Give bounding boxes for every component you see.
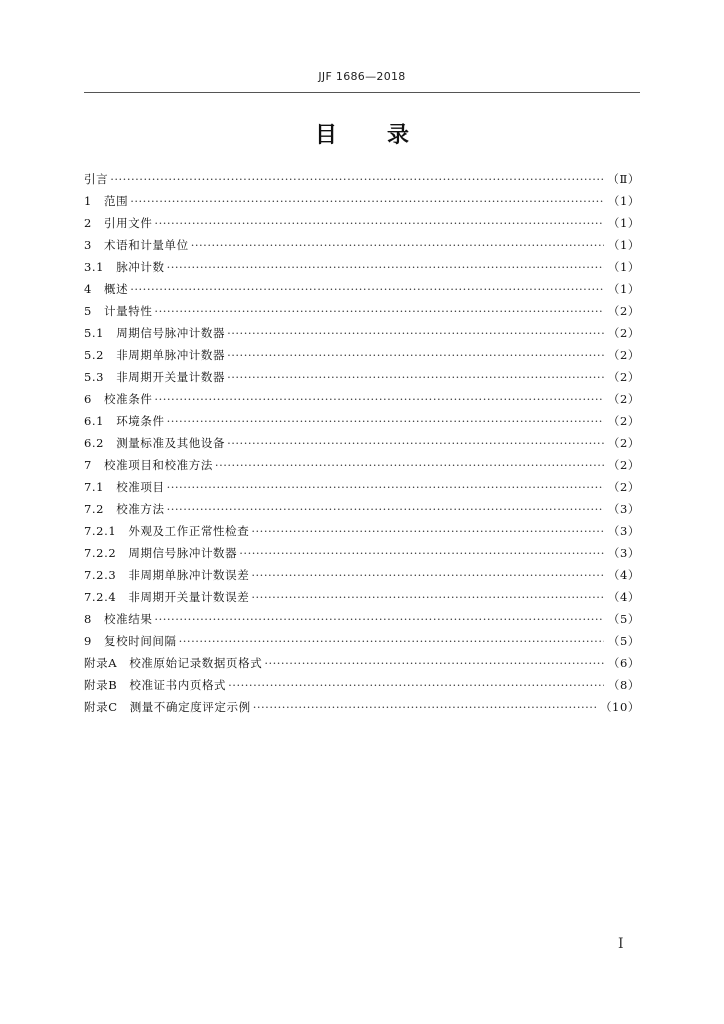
toc-leader-dots bbox=[251, 586, 604, 608]
toc-entry-label: 5.3 非周期开关量计数器 bbox=[84, 370, 226, 384]
toc-entry[interactable] bbox=[84, 432, 640, 454]
toc-entry-label: 3 术语和计量单位 bbox=[84, 238, 189, 252]
toc-entry-label: 4 概述 bbox=[84, 282, 129, 296]
toc-entry-page: （8） bbox=[607, 678, 640, 692]
toc-leader-dots bbox=[167, 498, 604, 520]
page-number: I bbox=[618, 936, 624, 952]
toc-entry-label: 6.2 测量标准及其他设备 bbox=[84, 436, 226, 450]
toc-entry-label: 附录A 校准原始记录数据页格式 bbox=[84, 656, 263, 670]
toc-entry[interactable] bbox=[84, 410, 640, 432]
toc-leader-dots bbox=[110, 168, 604, 190]
toc-entry-page: （6） bbox=[607, 656, 640, 670]
toc-leader-dots bbox=[191, 234, 604, 256]
toc-entry-label: 3.1 脉冲计数 bbox=[84, 260, 165, 274]
toc-entry[interactable] bbox=[84, 190, 640, 212]
toc-leader-dots bbox=[215, 454, 604, 476]
toc-entry-page: （2） bbox=[607, 326, 640, 340]
toc-leader-dots bbox=[228, 674, 604, 696]
toc-entry[interactable] bbox=[84, 476, 640, 498]
toc-entry-page: （2） bbox=[607, 392, 640, 406]
toc-entry-page: （2） bbox=[607, 370, 640, 384]
toc-entry-page: （2） bbox=[607, 458, 640, 472]
toc-entry[interactable] bbox=[84, 542, 640, 564]
title-char-1: 目 bbox=[314, 122, 337, 148]
toc-entry-label: 2 引用文件 bbox=[84, 216, 153, 230]
toc-entry-page: （3） bbox=[607, 524, 640, 538]
toc-leader-dots bbox=[154, 608, 604, 630]
toc-entry[interactable] bbox=[84, 322, 640, 344]
toc-leader-dots bbox=[167, 476, 604, 498]
toc-entry[interactable] bbox=[84, 234, 640, 256]
toc-entry[interactable] bbox=[84, 630, 640, 652]
toc-entry-page: （1） bbox=[607, 194, 640, 208]
table-of-contents bbox=[84, 168, 640, 718]
standard-number: JJF 1686—2018 bbox=[318, 70, 406, 83]
toc-entry[interactable] bbox=[84, 300, 640, 322]
toc-entry[interactable] bbox=[84, 498, 640, 520]
toc-entry-page: （2） bbox=[607, 414, 640, 428]
toc-entry-label: 7.1 校准项目 bbox=[84, 480, 165, 494]
toc-entry[interactable] bbox=[84, 168, 640, 190]
toc-entry-page: （3） bbox=[607, 502, 640, 516]
toc-entry[interactable] bbox=[84, 388, 640, 410]
toc-entry-label: 9 复校时间间隔 bbox=[84, 634, 177, 648]
toc-leader-dots bbox=[167, 256, 604, 278]
toc-entry[interactable] bbox=[84, 366, 640, 388]
toc-entry-page: （4） bbox=[607, 568, 640, 582]
toc-leader-dots bbox=[251, 520, 604, 542]
toc-leader-dots bbox=[253, 696, 598, 718]
toc-entry[interactable] bbox=[84, 652, 640, 674]
toc-entry-label: 6 校准条件 bbox=[84, 392, 153, 406]
toc-entry[interactable] bbox=[84, 344, 640, 366]
toc-entry[interactable] bbox=[84, 696, 640, 718]
toc-entry[interactable] bbox=[84, 278, 640, 300]
toc-entry-page: （2） bbox=[607, 304, 640, 318]
toc-leader-dots bbox=[154, 212, 604, 234]
toc-entry[interactable] bbox=[84, 520, 640, 542]
toc-leader-dots bbox=[227, 344, 604, 366]
toc-entry-page: （1） bbox=[607, 238, 640, 252]
toc-entry-label: 7.2.2 周期信号脉冲计数器 bbox=[84, 546, 238, 560]
toc-leader-dots bbox=[154, 300, 604, 322]
toc-entry-label: 7.2.3 非周期单脉冲计数误差 bbox=[84, 568, 250, 582]
toc-leader-dots bbox=[227, 432, 604, 454]
toc-entry-label: 引言 bbox=[84, 172, 109, 186]
toc-entry-label: 7 校准项目和校准方法 bbox=[84, 458, 213, 472]
toc-entry-label: 8 校准结果 bbox=[84, 612, 153, 626]
toc-entry-label: 5.1 周期信号脉冲计数器 bbox=[84, 326, 226, 340]
toc-leader-dots bbox=[227, 322, 604, 344]
toc-entry-page: （1） bbox=[607, 260, 640, 274]
toc-entry[interactable] bbox=[84, 454, 640, 476]
toc-entry-label: 6.1 环境条件 bbox=[84, 414, 165, 428]
toc-entry[interactable] bbox=[84, 212, 640, 234]
toc-entry-page: （1） bbox=[607, 216, 640, 230]
toc-leader-dots bbox=[227, 366, 604, 388]
toc-entry-label: 5 计量特性 bbox=[84, 304, 153, 318]
toc-entry[interactable] bbox=[84, 256, 640, 278]
toc-leader-dots bbox=[167, 410, 604, 432]
toc-leader-dots bbox=[130, 278, 604, 300]
toc-entry-page: （1） bbox=[607, 282, 640, 296]
toc-leader-dots bbox=[154, 388, 604, 410]
toc-entry-label: 7.2.4 非周期开关量计数误差 bbox=[84, 590, 250, 604]
toc-entry-page: （3） bbox=[607, 546, 640, 560]
toc-entry-page: （5） bbox=[607, 634, 640, 648]
toc-leader-dots bbox=[130, 190, 604, 212]
toc-entry[interactable] bbox=[84, 564, 640, 586]
header-divider bbox=[84, 92, 640, 93]
toc-entry-page: （2） bbox=[607, 480, 640, 494]
toc-leader-dots bbox=[179, 630, 604, 652]
title-char-2: 录 bbox=[387, 122, 410, 148]
toc-leader-dots bbox=[251, 564, 604, 586]
toc-entry-label: 7.2 校准方法 bbox=[84, 502, 165, 516]
toc-entry-page: （2） bbox=[607, 348, 640, 362]
toc-leader-dots bbox=[264, 652, 604, 674]
toc-entry-label: 1 范围 bbox=[84, 194, 129, 208]
toc-leader-dots bbox=[239, 542, 604, 564]
toc-entry-label: 附录C 测量不确定度评定示例 bbox=[84, 700, 251, 714]
toc-entry-page: （2） bbox=[607, 436, 640, 450]
toc-entry-label: 7.2.1 外观及工作正常性检查 bbox=[84, 524, 250, 538]
toc-entry-page: （4） bbox=[607, 590, 640, 604]
toc-entry-page: （Ⅱ） bbox=[607, 172, 640, 186]
page-title bbox=[84, 118, 640, 149]
toc-entry[interactable] bbox=[84, 608, 640, 630]
toc-entry[interactable] bbox=[84, 586, 640, 608]
toc-entry[interactable] bbox=[84, 674, 640, 696]
toc-entry-label: 5.2 非周期单脉冲计数器 bbox=[84, 348, 226, 362]
document-header bbox=[84, 70, 640, 83]
toc-entry-label: 附录B 校准证书内页格式 bbox=[84, 678, 227, 692]
toc-entry-page: （10） bbox=[599, 700, 640, 714]
toc-entry-page: （5） bbox=[607, 612, 640, 626]
